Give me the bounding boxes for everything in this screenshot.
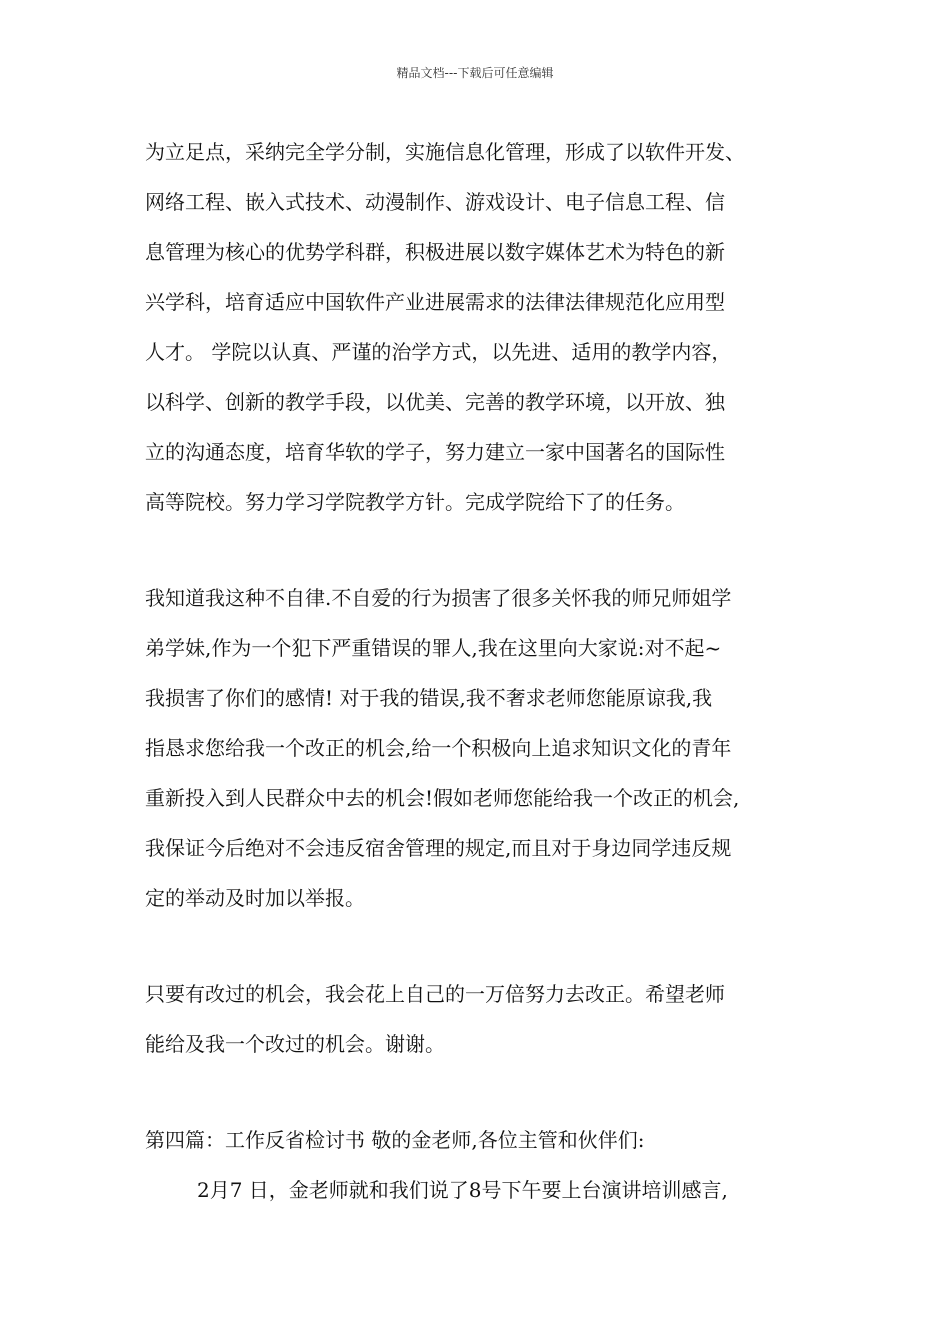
text-line: 网络工程、嵌入式技术、动漫制作、游戏设计、电子信息工程、信	[145, 190, 725, 214]
text-line: 我保证今后绝对不会违反宿舍管理的规定,而且对于身边同学违反规	[145, 836, 732, 860]
text-line: 息管理为核心的优势学科群，积极进展以数字媒体艺术为特色的新	[145, 240, 725, 264]
text-line: 为立足点，采纳完全学分制，实施信息化管理，形成了以软件开发、	[145, 140, 745, 164]
text-line: 高等院校。努力学习学院教学方针。完成学院给下了的任务。	[145, 490, 685, 514]
paragraph-2	[145, 573, 835, 923]
paragraph-3	[145, 969, 835, 1069]
text-line: 2月7 日，金老师就和我们说了8号下午要上台演讲培训感言,	[197, 1178, 728, 1202]
document-body	[145, 127, 835, 1215]
text-line: 能给及我一个改过的机会。谢谢。	[145, 1032, 445, 1056]
text-line: 立的沟通态度，培育华软的学子，努力建立一家中国著名的国际性	[145, 440, 725, 464]
text-line: 重新投入到人民群众中去的机会!假如老师您能给我一个改正的机会,	[145, 786, 740, 810]
paragraph-gap	[145, 1069, 835, 1115]
paragraph-1	[145, 127, 835, 527]
text-line: 兴学科，培育适应中国软件产业进展需求的法律法律规范化应用型	[145, 290, 725, 314]
text-line: 人才。 学院以认真、严谨的治学方式，以先进、适用的教学内容，	[145, 340, 732, 364]
text-line: 弟学妹,作为一个犯下严重错误的罪人,我在这里向大家说:对不起~	[145, 636, 722, 660]
section-heading-line: 第四篇：工作反省检讨书 敬的金老师,各位主管和伙伴们:	[145, 1128, 645, 1152]
paragraph-4	[145, 1115, 835, 1215]
text-line: 定的举动及时加以举报。	[145, 886, 365, 910]
text-line: 指恳求您给我一个改正的机会,给一个积极向上追求知识文化的青年	[145, 736, 732, 760]
page-header: 精品文档---下载后可任意编辑	[396, 66, 554, 80]
text-line: 我知道我这种不自律.不自爱的行为损害了很多关怀我的师兄师姐学	[145, 586, 732, 610]
paragraph-gap	[145, 923, 835, 969]
paragraph-gap	[145, 527, 835, 573]
text-line: 我损害了你们的感情! 对于我的错误,我不奢求老师您能原谅我,我	[145, 686, 713, 710]
text-line: 以科学、创新的教学手段，以优美、完善的教学环境，以开放、独	[145, 390, 725, 414]
text-line: 只要有改过的机会，我会花上自己的一万倍努力去改正。希望老师	[145, 982, 725, 1006]
